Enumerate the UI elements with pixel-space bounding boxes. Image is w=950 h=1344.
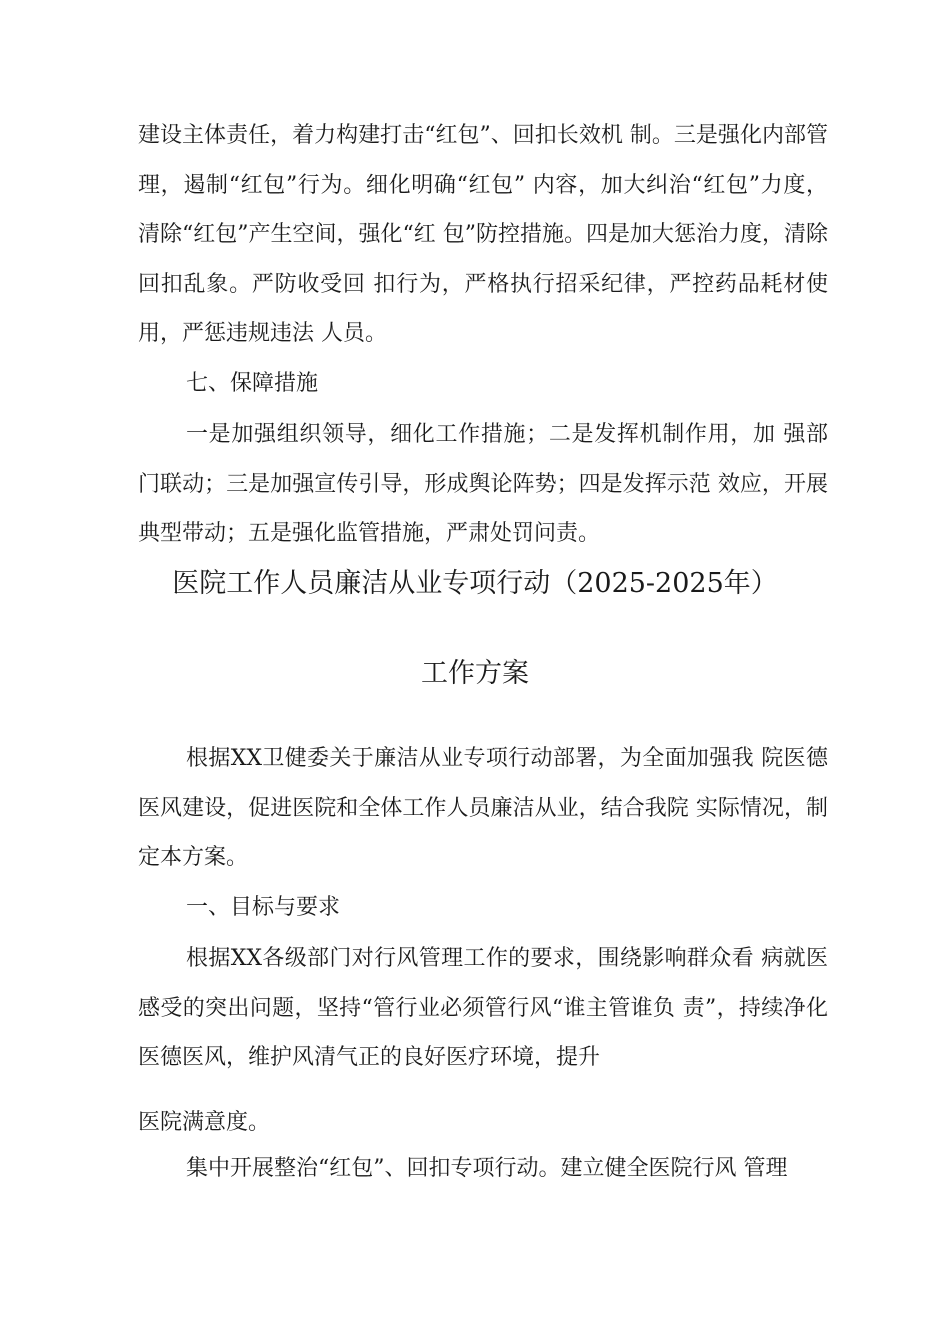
paragraph-safeguards: 一是加强组织领导，细化工作措施；二是发挥机制作用，加 强部门联动；三是加强宣传引导，形成舆论阵势；四是发挥示范 效应，开展典型带动；五是强化监管措施，严肃处罚问责。 — [138, 422, 828, 546]
document-subtitle: 工作方案 — [421, 658, 529, 689]
paragraph-intro: 根据XX卫健委关于廉洁从业专项行动部署，为全面加强我 院医德医风建设，促进医院和全体工作人员廉洁从业，结合我院 实际情况，制定本方案。 — [138, 746, 828, 870]
paragraph-campaign: 集中开展整治“红包”、回扣专项行动。建立健全医院行风 管理 — [186, 1156, 788, 1181]
section-heading-goals: 一、目标与要求 — [186, 895, 341, 920]
paragraph-goals: 根据XX各级部门对行风管理工作的要求，围绕影响群众看 病就医感受的突出问题，坚持“管行业必须管行风“谁主管谁负 责”，持续净化医德医风，维护风清气正的良好医疗环境，提升 — [138, 946, 828, 1070]
paragraph-red-envelope-measures: 建设主体责任，着力构建打击“红包”、回扣长效机 制。三是强化内部管理，遏制“红包”行为。细化明确“红包” 内容，加大纠治“红包”力度，清除“红包”产生空间，强化“红 包”防控措施。四是加大惩治力度，清除回扣乱象。严防收受回 扣行为，严格执行招采纪律，严控药品耗材使用，严惩违规违法 人员。 — [138, 123, 828, 346]
paragraph-goals-continued: 医院满意度。 — [138, 1110, 271, 1135]
section-heading-safeguards: 七、保障措施 — [186, 371, 319, 396]
document-title: 医院工作人员廉洁从业专项行动（2025-2025年） — [172, 568, 778, 599]
